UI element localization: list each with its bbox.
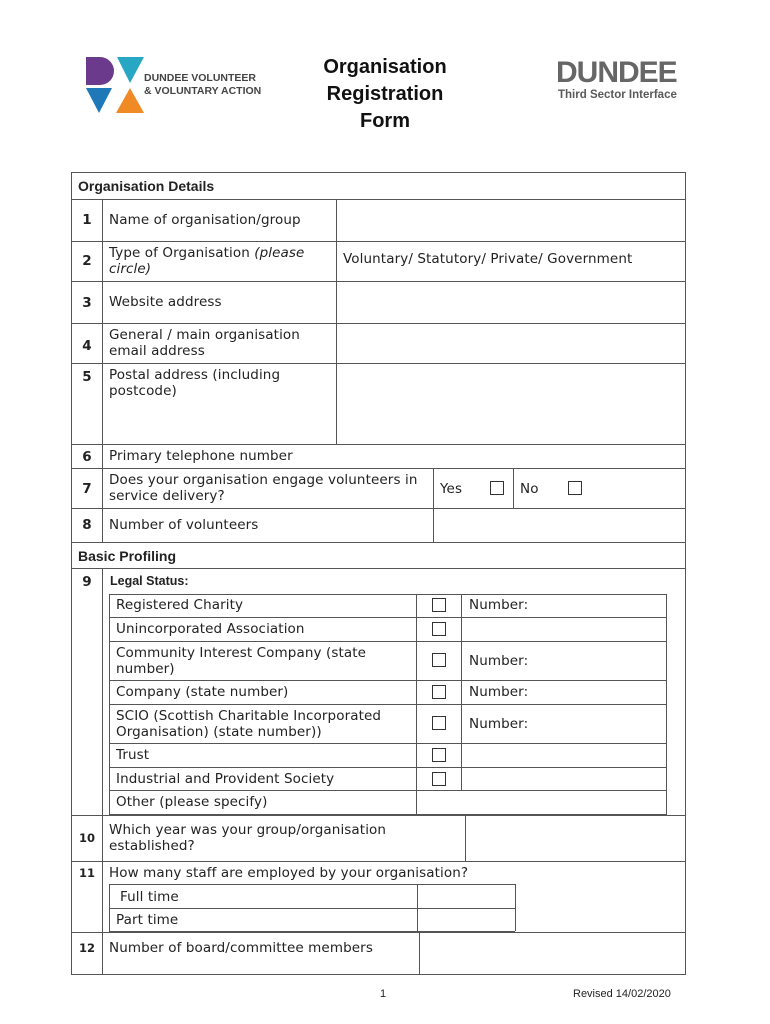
year-established-field[interactable] xyxy=(466,816,685,861)
label-organisation-name: Name of organisation/group xyxy=(109,212,301,228)
dtsi-logo-main: DUNDEE xyxy=(556,56,677,89)
legal-label-other: Other (please specify) xyxy=(116,794,268,810)
board-members-field[interactable] xyxy=(420,933,685,974)
label-postal-address: Postal address (including postcode) xyxy=(109,367,281,399)
label-legal-status: Legal Status: xyxy=(110,574,189,588)
legal-checkbox-unincorporated[interactable] xyxy=(432,622,446,636)
label-engage-volunteers: Does your organisation engage volunteers in service delivery? xyxy=(109,472,418,504)
revised-date: Revised 14/02/2020 xyxy=(573,988,671,1000)
label-board-members: Number of board/committee members xyxy=(109,940,373,956)
page-number: 1 xyxy=(380,988,387,1000)
legal-other-specify-field[interactable] xyxy=(417,791,666,814)
legal-checkbox-scio[interactable] xyxy=(432,716,446,730)
organisation-name-field[interactable] xyxy=(337,200,685,241)
legal-number-cic: Number: xyxy=(469,653,529,669)
section-heading-basic-profiling: Basic Profiling xyxy=(78,548,177,564)
label-part-time: Part time xyxy=(116,912,179,928)
legal-checkbox-trust[interactable] xyxy=(432,748,446,762)
row-number-11: 11 xyxy=(78,866,95,880)
label-email: General / main organisation email address xyxy=(109,327,300,359)
email-field[interactable] xyxy=(337,324,685,363)
label-year-established: Which year was your group/organisation established? xyxy=(109,822,387,854)
part-time-field[interactable] xyxy=(418,909,515,931)
legal-label-registered-charity: Registered Charity xyxy=(116,597,244,613)
section-heading-organisation-details: Organisation Details xyxy=(78,178,215,194)
number-volunteers-field[interactable] xyxy=(434,509,685,542)
legal-label-company: Company (state number) xyxy=(116,684,289,700)
legal-checkbox-industrial-provident[interactable] xyxy=(432,772,446,786)
row-number-4: 4 xyxy=(82,338,92,354)
legal-label-trust: Trust xyxy=(116,747,150,763)
legal-checkbox-registered-charity[interactable] xyxy=(432,598,446,612)
row-number-2: 2 xyxy=(82,253,92,269)
organisation-type-options[interactable]: Voluntary/ Statutory/ Private/ Government xyxy=(343,251,633,267)
full-time-field[interactable] xyxy=(418,885,515,908)
label-website: Website address xyxy=(109,294,222,310)
telephone-field[interactable] xyxy=(337,445,685,468)
volunteers-no-checkbox[interactable] xyxy=(568,481,582,495)
legal-checkbox-cic[interactable] xyxy=(432,653,446,667)
label-organisation-type-hint: (please circle) xyxy=(109,245,305,277)
label-staff-employed: How many staff are employed by your organisation? xyxy=(109,865,469,881)
website-field[interactable] xyxy=(337,282,685,323)
legal-number-registered-charity: Number: xyxy=(469,597,529,613)
postal-address-field[interactable] xyxy=(337,364,685,444)
dvva-logo-mark xyxy=(84,55,146,117)
volunteers-yes-checkbox[interactable] xyxy=(490,481,504,495)
legal-label-cic: Community Interest Company (state number) xyxy=(116,645,367,677)
label-telephone: Primary telephone number xyxy=(109,448,293,464)
label-full-time: Full time xyxy=(120,889,179,905)
legal-label-scio: SCIO (Scottish Charitable Incorporated Organisation) (state number)) xyxy=(116,708,382,740)
volunteers-yes-label: Yes xyxy=(440,481,463,497)
row-number-3: 3 xyxy=(82,295,92,311)
label-number-volunteers: Number of volunteers xyxy=(109,517,259,533)
row-number-12: 12 xyxy=(78,941,95,955)
legal-label-unincorporated: Unincorporated Association xyxy=(116,621,305,637)
row-number-9: 9 xyxy=(82,574,92,590)
row-number-7: 7 xyxy=(82,481,92,497)
page-title: Organisation Registration Form xyxy=(323,56,447,132)
row-number-1: 1 xyxy=(82,212,92,228)
dvva-logo xyxy=(84,55,264,117)
dvva-logo-text-1: DUNDEE VOLUNTEER xyxy=(144,72,257,84)
dtsi-logo xyxy=(556,58,696,108)
label-organisation-type xyxy=(109,245,329,277)
volunteers-no-label: No xyxy=(520,481,539,497)
row-number-6: 6 xyxy=(82,449,92,465)
dtsi-logo-sub: Third Sector Interface xyxy=(558,89,677,101)
legal-number-scio: Number: xyxy=(469,716,529,732)
legal-checkbox-company[interactable] xyxy=(432,685,446,699)
row-number-5: 5 xyxy=(82,369,92,385)
label-organisation-type-text: Type of Organisation xyxy=(109,245,255,261)
legal-label-industrial-provident: Industrial and Provident Society xyxy=(116,771,335,787)
legal-number-company: Number: xyxy=(469,684,529,700)
row-number-10: 10 xyxy=(78,831,95,845)
row-number-8: 8 xyxy=(82,517,92,533)
dvva-logo-text-2: & VOLUNTARY ACTION xyxy=(144,85,262,97)
